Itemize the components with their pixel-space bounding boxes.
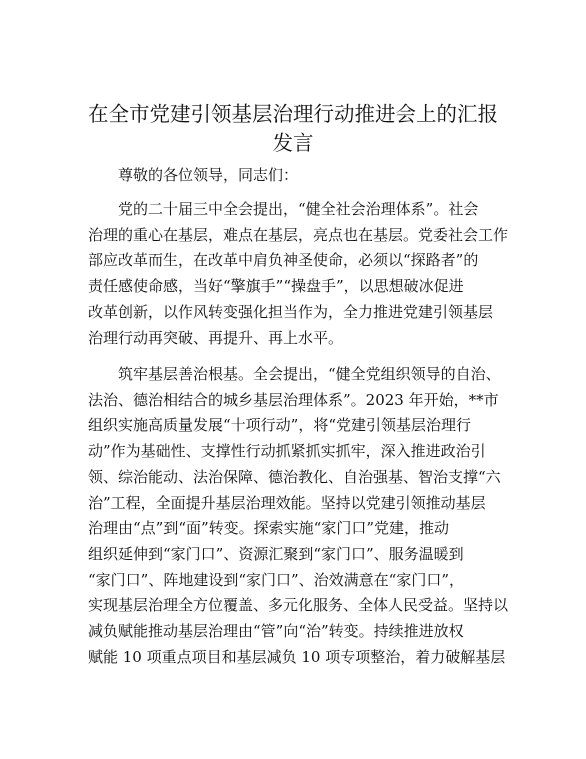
paragraph-2-line: 治”工程，全面提升基层治理效能。坚持以党建引领推动基层 (88, 493, 486, 512)
paragraph-1 (88, 197, 509, 351)
paragraph-2-line: 赋能 10 项重点项目和基层减负 10 项专项整治，着力破解基层 (88, 647, 506, 666)
paragraph-2-line: 动”作为基础性、支撑性行动抓紧抓实抓牢，深入推进政治引 (88, 442, 486, 461)
paragraph-2-line: 治理由“点”到“面”转变。探索实施“家门口”党建，推动 (88, 519, 450, 538)
paragraph-2-line: 法治、德治相结合的城乡基层治理体系”。2023 年开始，**市 (88, 390, 499, 409)
title-line-2: 发言 (272, 131, 314, 155)
paragraph-1-line: 改革创新，以作风转变强化担当作为，全力推进党建引领基层 (88, 302, 494, 321)
paragraph-1-line: 党的二十届三中全会提出，“健全社会治理体系”。社会 (118, 200, 479, 218)
salutation (88, 163, 498, 189)
paragraph-1-line: 责任感使命感，当好“擎旗手”“操盘手”，以思想破冰促进 (88, 277, 464, 296)
salutation-text: 尊敬的各位领导，同志们： (118, 166, 299, 184)
paragraph-2-line: 减负赋能推动基层治理由“管”向“治”转变。持续推进放权 (88, 622, 464, 641)
paragraph-2-line: 领、综治能动、法治保障、德治教化、自治强基、智治支撑“六 (88, 467, 501, 486)
paragraph-2-line: 实现基层治理全方位覆盖、多元化服务、全体人民受益。坚持以 (88, 596, 509, 615)
paragraph-2 (88, 362, 509, 670)
paragraph-1-line: 治理的重心在基层，难点在基层，亮点也在基层。党委社会工作 (88, 225, 509, 244)
paragraph-1-line: 部应改革而生，在改革中肩负神圣使命，必须以“探路者”的 (88, 251, 479, 270)
document-title (60, 100, 526, 158)
paragraph-2-line: “家门口”、阵地建设到“家门口”、治效满意在“家门口”， (88, 570, 465, 589)
paragraph-2-line: 筑牢基层善治根基。全会提出，“健全党组织领导的自治、 (118, 365, 501, 383)
paragraph-2-line: 组织延伸到“家门口”、资源汇聚到“家门口”、服务温暖到 (88, 544, 464, 563)
paragraph-2-line: 组织实施高质量发展“十项行动”，将“党建引领基层治理行 (88, 416, 472, 435)
title-line-1: 在全市党建引领基层治理行动推进会上的汇报 (88, 102, 498, 126)
paragraph-1-line: 治理行动再突破、再提升、再上水平。 (88, 328, 344, 347)
